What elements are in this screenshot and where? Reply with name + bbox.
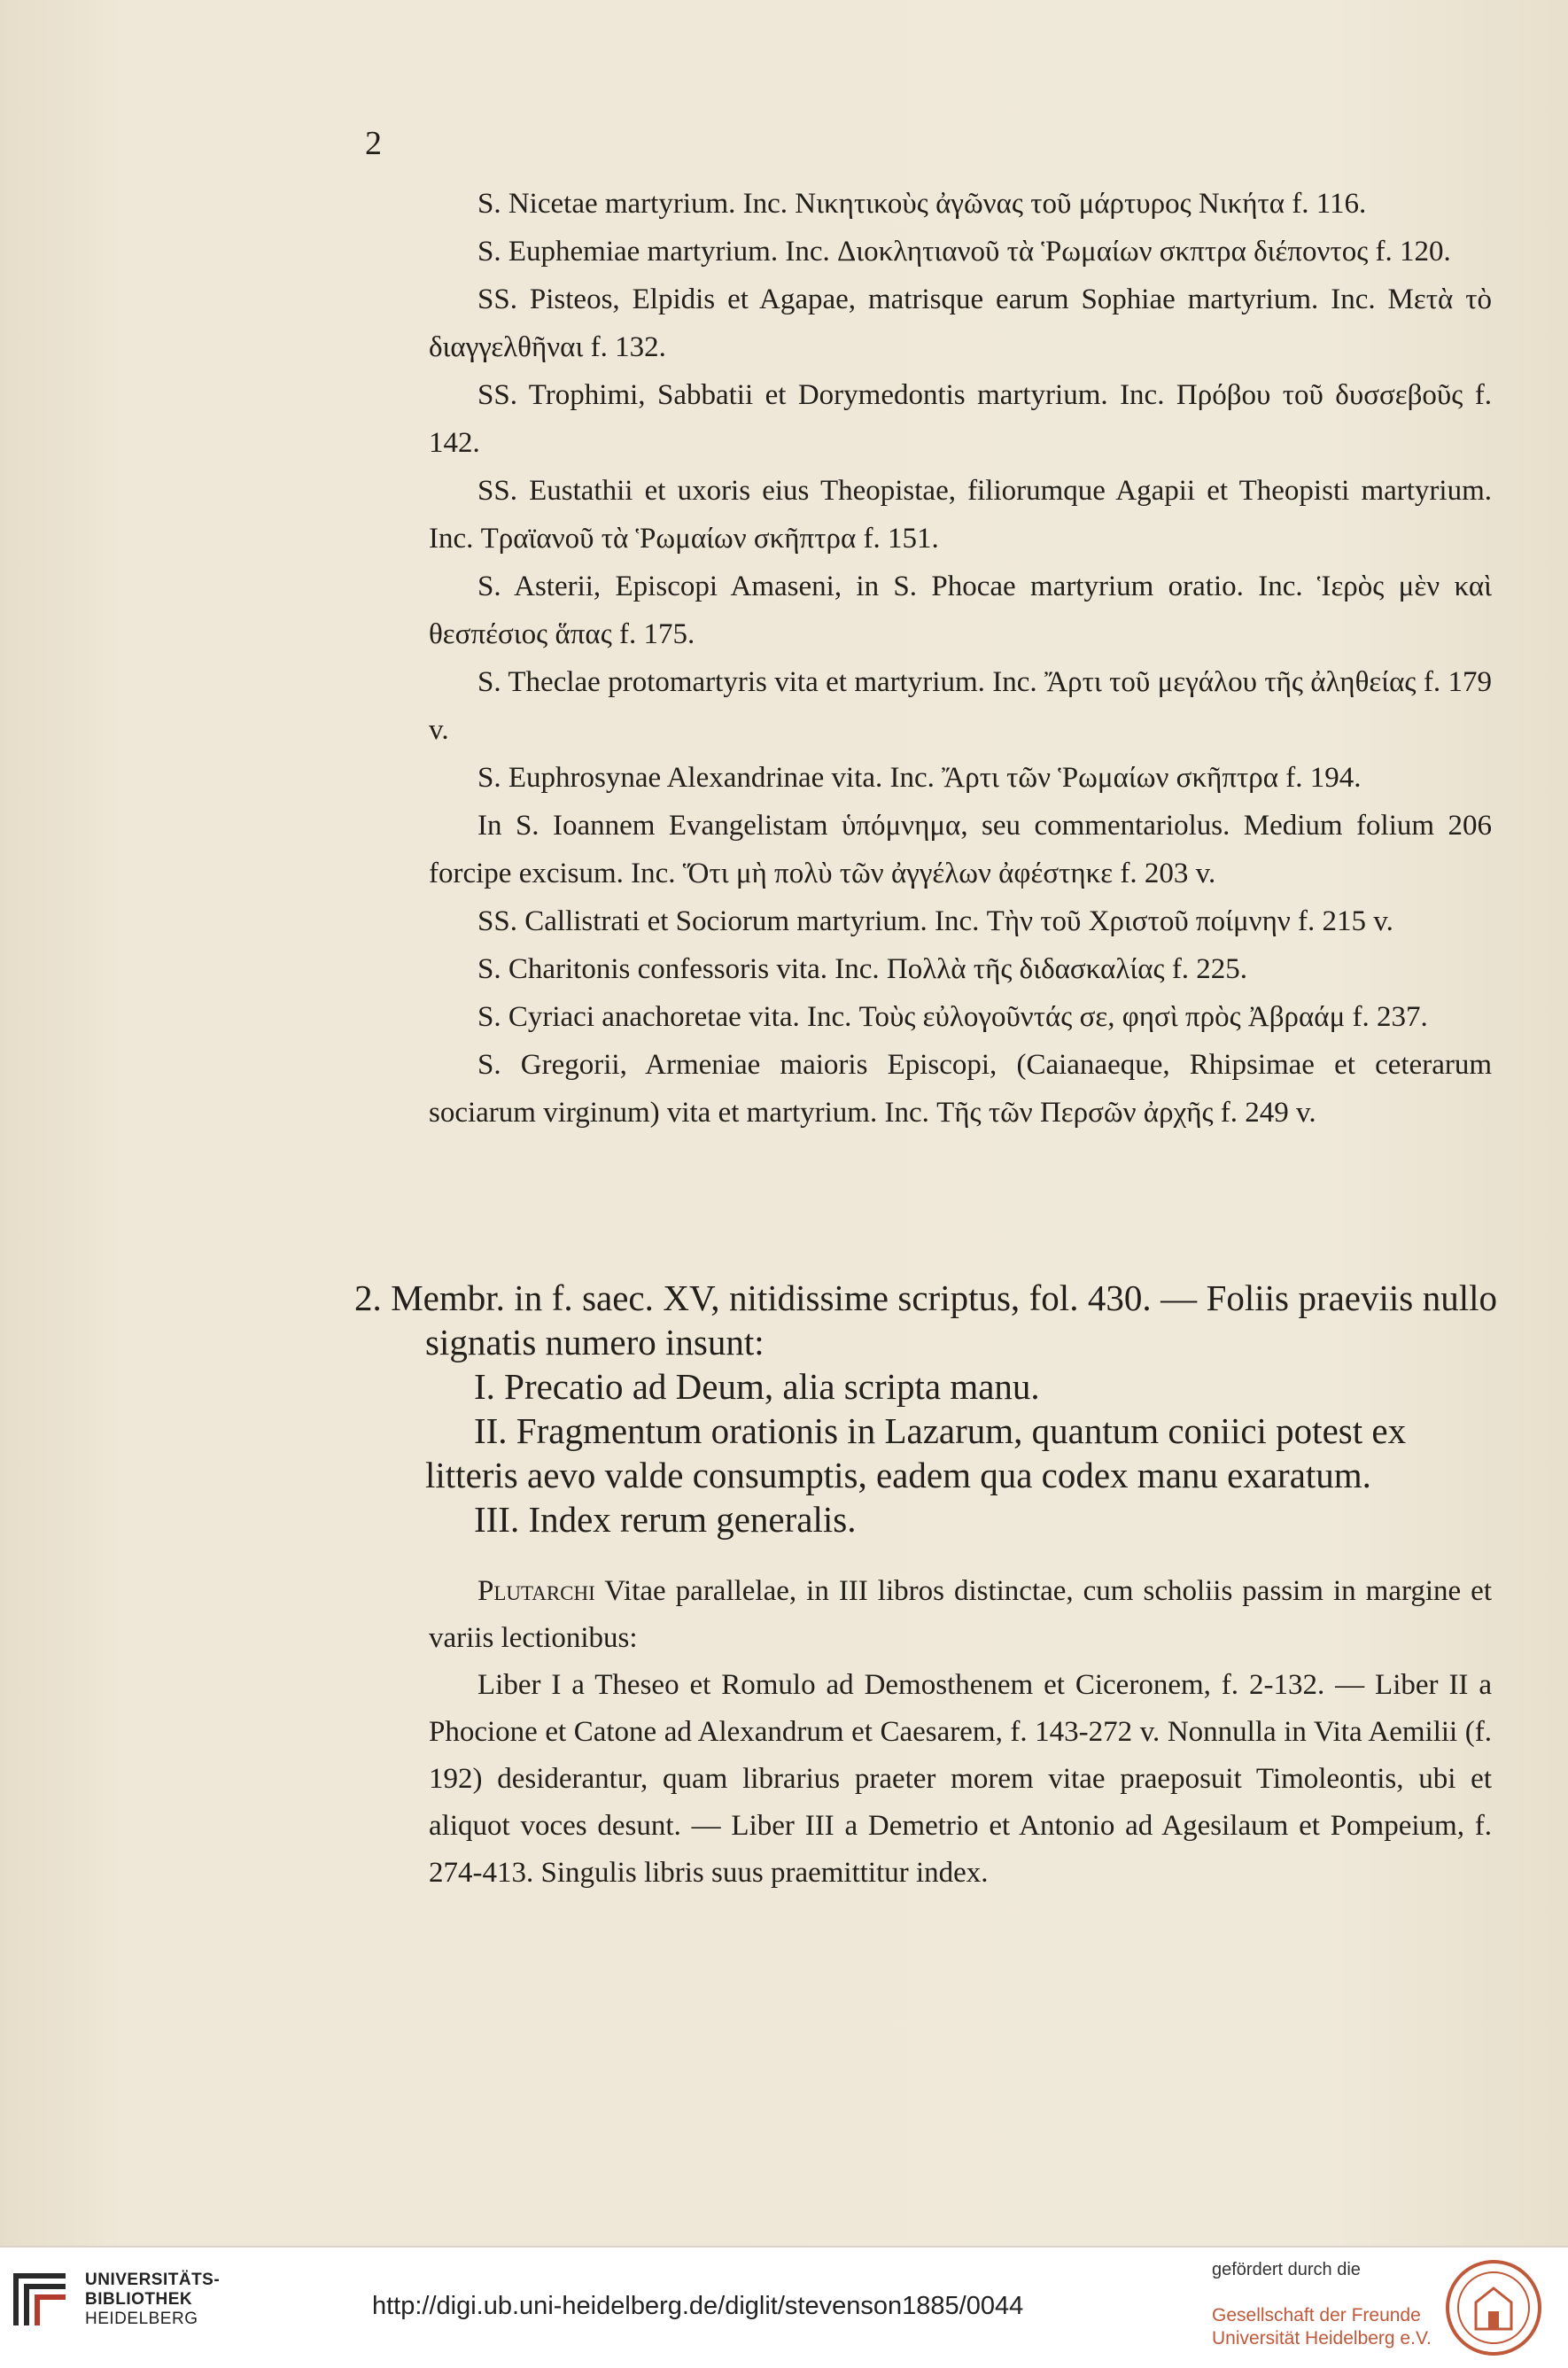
permalink-url[interactable]: http://digi.ub.uni-heidelberg.de/diglit/stevenson1885/0044 bbox=[372, 2292, 1024, 2320]
entry: S. Theclae protomartyris vita et martyrium. Inc. Ἄρτι τοῦ μεγάλου τῆς ἀληθείας f. 179 v. bbox=[429, 666, 1492, 746]
entry: S. Asterii, Episcopi Amaseni, in S. Phocae martyrium oratio. Inc. Ἱερὸς μὲν καὶ θεσπέσιος ἅπας f. 175. bbox=[429, 571, 1492, 650]
codex-item: III. Index rerum generalis. bbox=[474, 1499, 857, 1540]
codex-description bbox=[354, 1276, 1497, 1541]
codex-item: I. Precatio ad Deum, alia scripta manu. bbox=[474, 1366, 1040, 1407]
entry: SS. Callistrati et Sociorum martyrium. Inc. Τὴν τοῦ Χριστοῦ ποίμνην f. 215 v. bbox=[477, 905, 1393, 937]
codex-item: II. Fragmentum orationis in Lazarum, quantum coniici potest ex litteris aevo valde consumptis, eadem qua codex manu exaratum. bbox=[425, 1410, 1407, 1495]
codex-heading: 2. Membr. in f. saec. XV, nitidissime scriptus, fol. 430. — Foliis praeviis nullo signatis numero insunt: bbox=[354, 1277, 1497, 1363]
author-name: Plutarchi bbox=[477, 1575, 595, 1607]
plutarch-intro-text: Vitae parallelae, in III libros distinctae, cum scholiis passim in margine et variis lectionibus: bbox=[429, 1575, 1492, 1654]
university-seal-icon[interactable] bbox=[1444, 2258, 1543, 2357]
entry: In S. Ioannem Evangelistam ὑπόμνημα, seu commentariolus. Medium folium 206 forcipe excisum. Inc. Ὅτι μὴ πολὺ τῶν ἀγγέλων ἀφέστηκε f. 203 v. bbox=[429, 810, 1492, 889]
plutarch-section bbox=[429, 1568, 1492, 1897]
entry: SS. Trophimi, Sabbatii et Dorymedontis martyrium. Inc. Πρόβου τοῦ δυσσεβοῦς f. 142. bbox=[429, 379, 1492, 459]
plutarch-intro bbox=[429, 1568, 1492, 1662]
entry: S. Charitonis confessoris vita. Inc. Πολλὰ τῆς διδασκαλίας f. 225. bbox=[477, 953, 1248, 985]
library-name[interactable]: UNIVERSITÄTS- BIBLIOTHEK HEIDELBERG bbox=[85, 2271, 221, 2328]
entry: SS. Eustathii et uxoris eius Theopistae, filiorumque Agapii et Theopisti martyrium. Inc. Τραϊανοῦ τὰ Ῥωμαίων σκῆπτρα f. 151. bbox=[429, 475, 1492, 555]
sponsor-prefix: gefördert durch die bbox=[1212, 2260, 1361, 2279]
page-number: 2 bbox=[365, 125, 382, 162]
entry: S. Nicetae martyrium. Inc. Νικητικοὺς ἀγῶνας τοῦ μάρτυρος Νικήτα f. 116. bbox=[477, 188, 1367, 220]
entry-list bbox=[429, 180, 1492, 1137]
entry: S. Cyriaci anachoretae vita. Inc. Τοὺς εὐλογοῦντάς σε, φησὶ πρὸς Ἀβραάμ f. 237. bbox=[477, 1001, 1428, 1033]
entry: S. Euphemiae martyrium. Inc. Διοκλητιανοῦ τὰ Ῥωμαίων σκπτρα διέποντος f. 120. bbox=[477, 236, 1451, 268]
sponsor-name[interactable]: Gesellschaft der Freunde Universität Heidelberg e.V. bbox=[1212, 2305, 1432, 2349]
entry: S. Gregorii, Armeniae maioris Episcopi, (Caianaeque, Rhipsimae et ceterarum sociarum virginum) vita et martyrium. Inc. Τῆς τῶν Περσῶν ἀρχῆς f. 249 v. bbox=[429, 1049, 1492, 1129]
library-logo-icon[interactable] bbox=[12, 2272, 69, 2329]
plutarch-contents: Liber I a Theseo et Romulo ad Demosthenem et Ciceronem, f. 2-132. — Liber II a Phocione et Catone ad Alexandrum et Caesarem, f. 143-272 v. Nonnulla in Vita Aemilii (f. 192) desiderantur, quam librarius praeter morem vitae praeposuit Timoleontis, ubi et aliquot voces desunt. — Liber III a Demetrio et Antonio ad Agesilaum et Pompeium, f. 274-413. Singulis libris suus praemittitur index. bbox=[429, 1669, 1492, 1889]
entry: S. Euphrosynae Alexandrinae vita. Inc. Ἄρτι τῶν Ῥωμαίων σκῆπτρα f. 194. bbox=[477, 762, 1362, 794]
entry: SS. Pisteos, Elpidis et Agapae, matrisque earum Sophiae martyrium. Inc. Μετὰ τὸ διαγγελθῆναι f. 132. bbox=[429, 283, 1492, 363]
footer-bar bbox=[0, 2246, 1568, 2368]
